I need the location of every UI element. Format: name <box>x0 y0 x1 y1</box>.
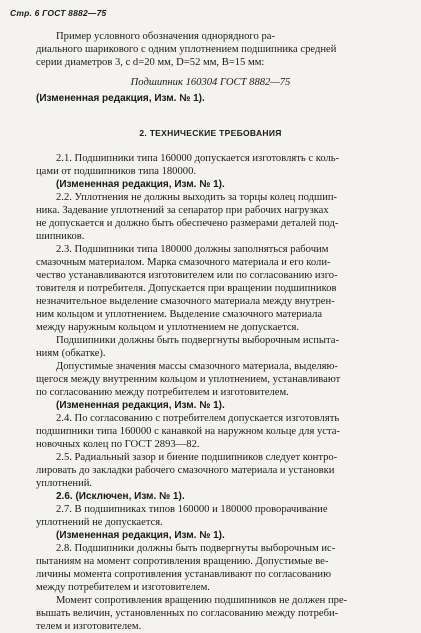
text-line: незначительное выделение смазочного материала между внутрен- <box>36 296 335 307</box>
text-line: телем и изготовителем. <box>36 621 142 632</box>
page-header: Стр. 6 ГОСТ 8882—75 <box>10 8 107 18</box>
text-line: диального шарикового с одним уплотнением подшипника средней <box>36 44 337 55</box>
text-line: вышать величин, установленных по согласованию между потреби- <box>36 608 339 619</box>
text-line: чество устанавливаются изготовителем или по согласованию изго- <box>36 270 338 281</box>
text-line: ниям (обкатке). <box>36 348 106 359</box>
text-line: личины момента сопротивления устанавливают по согласованию <box>36 569 331 580</box>
text-line: шипников. <box>36 231 85 242</box>
text-line: уплотнений не допускается. <box>36 517 163 528</box>
revision-note: (Измененная редакция, Изм. № 1). <box>56 400 225 411</box>
text-line: 2.3. Подшипники типа 180000 должны заполняться рабочим <box>56 244 329 255</box>
revision-note: (Измененная редакция, Изм. № 1). <box>36 93 205 104</box>
text-line: по согласованию между потребителем и изготовителем. <box>36 387 289 398</box>
text-line: подшипники типа 160000 с канавкой на наружном кольце для уста- <box>36 426 340 437</box>
designation-example: Подшипник 160304 ГОСТ 8882—75 <box>130 77 291 88</box>
text-line: пытаниям на момент сопротивления вращению. Допустимые ве- <box>36 556 329 567</box>
text-line: между потребителем и изготовителем. <box>36 582 210 593</box>
text-line: 2.1. Подшипники типа 160000 допускается изготовлять с коль- <box>56 153 340 164</box>
text-line: 2.8. Подшипники должны быть подвергнуты выборочным ис- <box>56 543 336 554</box>
text-line: Подшипники должны быть подвергнуты выборочным испыта- <box>56 335 339 346</box>
section-heading: 2. ТЕХНИЧЕСКИЕ ТРЕБОВАНИЯ <box>139 128 282 138</box>
text-line: ним кольцом и уплотнением. Выделение смазочного материала <box>36 309 323 320</box>
text-line: новочных колец по ГОСТ 2893—82. <box>36 439 200 450</box>
text-line: 2.2. Уплотнения не должны выходить за торцы колец подшип- <box>56 192 338 203</box>
text-line: 2.5. Радиальный зазор и биение подшипников следует контро- <box>56 452 338 463</box>
text-line: 2.4. По согласованию с потребителем допускается изготовлять <box>56 413 340 424</box>
text-line: уплотнений. <box>36 478 93 489</box>
text-line: серии диаметров 3, с d=20 мм, D=52 мм, B=15 мм: <box>36 57 265 68</box>
revision-note: (Измененная редакция, Изм. № 1). <box>56 179 225 190</box>
text-line: не допускается и должно быть обеспечено размерами деталей под- <box>36 218 339 229</box>
text-line: между наружным кольцом и уплотнением не допускается. <box>36 322 300 333</box>
text-line: 2.7. В подшипниках типов 160000 и 180000 проворачивание <box>56 504 328 515</box>
text-line: смазочным материалом. Марка смазочного материала и его коли- <box>36 257 331 268</box>
text-line: цами от подшипников типа 180000. <box>36 166 197 177</box>
text-line: Пример условного обозначения однорядного ра- <box>56 31 275 42</box>
text-line: щегося между внутренним кольцом и уплотнением, устанавливают <box>36 374 341 385</box>
revision-note: 2.6. (Исключен, Изм. № 1). <box>56 491 185 502</box>
text-line: Момент сопротивления вращению подшипников не должен пре- <box>56 595 348 606</box>
text-line: Допустимые значения массы смазочного материала, выделяю- <box>56 361 338 372</box>
text-line: ника. Задевание уплотнений за сепаратор при рабочих нагрузках <box>36 205 329 216</box>
text-line: товителя и потребителя. Допускается при вращении подшипников <box>36 283 337 294</box>
revision-note: (Измененная редакция, Изм. № 1). <box>56 530 225 541</box>
text-line: лировать до закладки рабочего смазочного материала и установки <box>36 465 335 476</box>
